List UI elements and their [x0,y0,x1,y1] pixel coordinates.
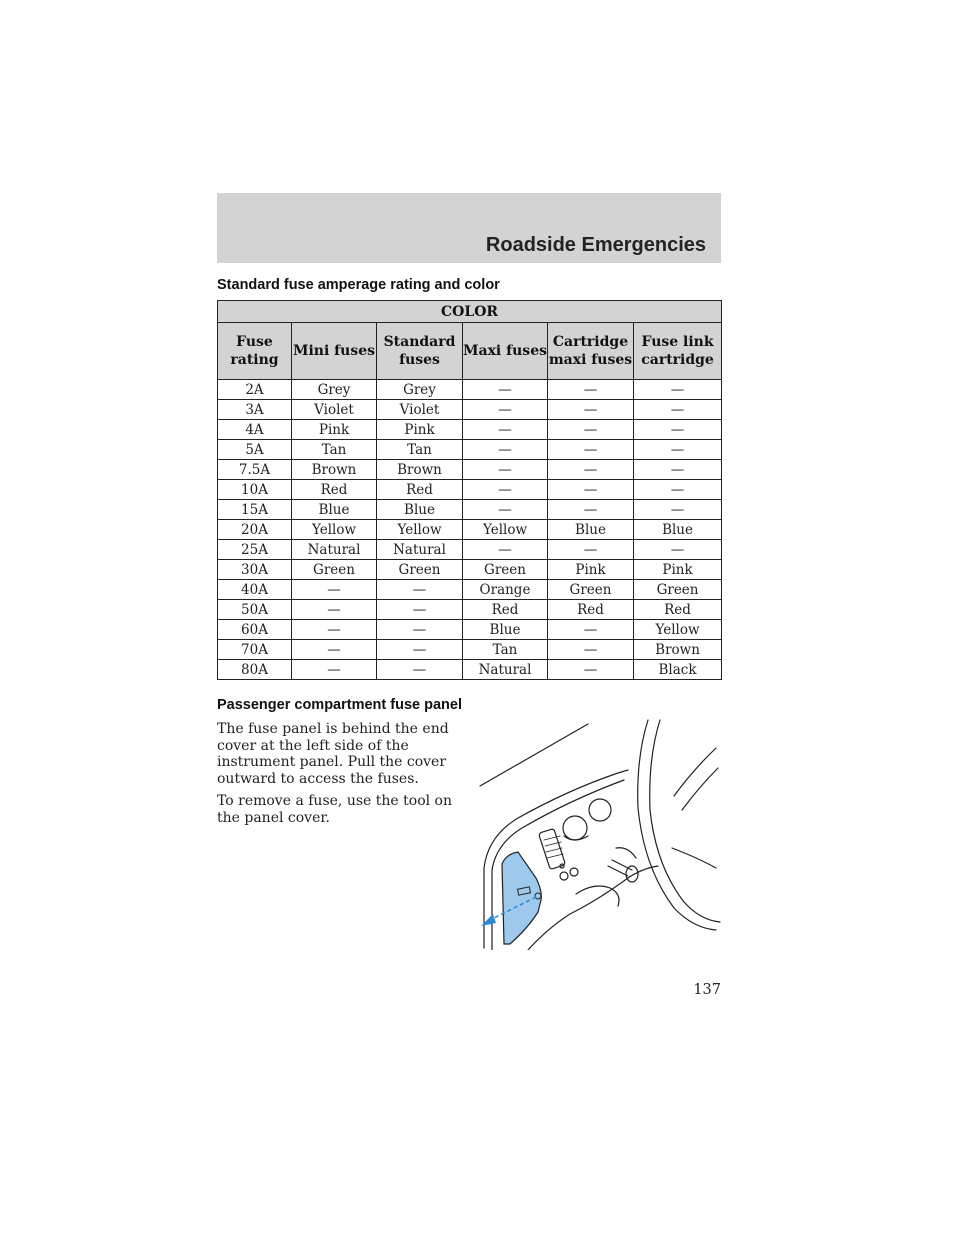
fuse-color-cell: Grey [292,380,377,400]
fuse-color-cell: Natural [377,540,463,560]
fuse-color-cell: — [377,600,463,620]
fuse-color-cell: Tan [463,640,548,660]
fuse-color-cell: — [634,460,722,480]
table-row [218,380,722,400]
fuse-rating-cell: 25A [218,540,292,560]
fuse-rating-cell: 80A [218,660,292,680]
fuse-color-cell: — [292,640,377,660]
fuse-color-cell: Black [634,660,722,680]
fuse-color-cell: — [548,440,634,460]
paragraph-location: The fuse panel is behind the end cover at the left side of the instrument panel. Pull the cover outward to access the fuses. [217,721,449,787]
fuse-rating-cell: 30A [218,560,292,580]
fuse-color-cell: Yellow [292,520,377,540]
fuse-color-cell: Natural [463,660,548,680]
column-header: Cartridge maxi fuses [548,323,634,380]
table-row [218,420,722,440]
fuse-color-cell: Red [548,600,634,620]
fuse-panel-description [217,721,457,826]
fuse-color-cell: Blue [463,620,548,640]
column-header: Fuse rating [218,323,292,380]
fuse-color-cell: Tan [377,440,463,460]
fuse-color-cell: Blue [292,500,377,520]
fuse-rating-cell: 2A [218,380,292,400]
fuse-color-cell: — [463,540,548,560]
fuse-color-cell: — [548,460,634,480]
fuse-table-heading: Standard fuse amperage rating and color [217,277,500,293]
column-header: Mini fuses [292,323,377,380]
header-band [217,193,721,263]
fuse-color-cell: — [548,480,634,500]
fuse-color-cell: Green [292,560,377,580]
fuse-color-cell: Pink [634,560,722,580]
fuse-color-cell: Yellow [463,520,548,540]
fuse-color-cell: — [292,580,377,600]
fuse-color-cell: — [548,640,634,660]
fuse-panel-illustration [478,718,722,950]
table-row [218,540,722,560]
table-row [218,640,722,660]
fuse-color-cell: Tan [292,440,377,460]
fuse-rating-cell: 20A [218,520,292,540]
fuse-color-cell: Grey [377,380,463,400]
fuse-color-cell: Green [463,560,548,580]
table-row [218,620,722,640]
fuse-color-cell: — [548,420,634,440]
fuse-color-cell: Green [548,580,634,600]
fuse-color-cell: — [377,660,463,680]
fuse-color-cell: — [292,660,377,680]
fuse-panel-heading: Passenger compartment fuse panel [217,697,462,713]
fuse-color-cell: — [463,480,548,500]
fuse-rating-cell: 60A [218,620,292,640]
fuse-color-cell: Red [377,480,463,500]
fuse-rating-cell: 50A [218,600,292,620]
table-row [218,500,722,520]
fuse-color-cell: — [292,620,377,640]
table-row [218,520,722,540]
fuse-color-cell: Blue [634,520,722,540]
fuse-color-cell: Blue [377,500,463,520]
fuse-color-cell: — [292,600,377,620]
fuse-color-cell: — [377,620,463,640]
table-row [218,460,722,480]
fuse-color-cell: Pink [377,420,463,440]
fuse-color-cell: — [634,540,722,560]
fuse-color-cell: Pink [548,560,634,580]
table-row [218,600,722,620]
fuse-rating-cell: 7.5A [218,460,292,480]
fuse-color-cell: — [548,500,634,520]
column-header: Fuse link cartridge [634,323,722,380]
table-row [218,480,722,500]
fuse-color-cell: — [463,500,548,520]
fuse-color-table [217,300,722,680]
table-row [218,580,722,600]
fuse-color-cell: Natural [292,540,377,560]
fuse-color-cell: — [634,420,722,440]
fuse-color-cell: — [548,660,634,680]
page-title: Roadside Emergencies [485,234,706,256]
fuse-color-cell: — [634,440,722,460]
fuse-color-cell: Red [463,600,548,620]
fuse-color-cell: — [377,580,463,600]
fuse-color-cell: Yellow [634,620,722,640]
column-header: Standard fuses [377,323,463,380]
fuse-color-cell: — [634,400,722,420]
table-row [218,440,722,460]
fuse-color-cell: — [463,420,548,440]
table-row [218,660,722,680]
fuse-color-cell: Green [377,560,463,580]
fuse-color-cell: — [548,540,634,560]
fuse-color-cell: Red [292,480,377,500]
fuse-color-cell: Brown [634,640,722,660]
fuse-color-cell: — [548,380,634,400]
table-row [218,560,722,580]
fuse-color-cell: — [463,400,548,420]
fuse-color-cell: — [548,400,634,420]
fuse-color-cell: Red [634,600,722,620]
fuse-rating-cell: 40A [218,580,292,600]
fuse-color-cell: Violet [292,400,377,420]
color-group-header: COLOR [218,301,722,323]
fuse-color-cell: — [548,620,634,640]
fuse-color-cell: Violet [377,400,463,420]
fuse-color-cell: — [634,480,722,500]
fuse-rating-cell: 70A [218,640,292,660]
fuse-color-cell: Blue [548,520,634,540]
fuse-rating-cell: 3A [218,400,292,420]
fuse-rating-cell: 10A [218,480,292,500]
fuse-color-cell: — [463,440,548,460]
fuse-color-cell: — [634,500,722,520]
fuse-color-cell: Yellow [377,520,463,540]
fuse-rating-cell: 15A [218,500,292,520]
column-header: Maxi fuses [463,323,548,380]
fuse-color-cell: Brown [377,460,463,480]
page-number: 137 [693,982,721,998]
paragraph-remove: To remove a fuse, use the tool on the panel cover. [217,793,452,826]
fuse-color-cell: — [377,640,463,660]
fuse-color-cell: Pink [292,420,377,440]
table-row [218,400,722,420]
fuse-rating-cell: 5A [218,440,292,460]
fuse-color-cell: Green [634,580,722,600]
fuse-color-cell: — [463,460,548,480]
fuse-color-cell: Orange [463,580,548,600]
fuse-rating-cell: 4A [218,420,292,440]
fuse-color-cell: — [463,380,548,400]
fuse-color-cell: — [634,380,722,400]
fuse-color-cell: Brown [292,460,377,480]
